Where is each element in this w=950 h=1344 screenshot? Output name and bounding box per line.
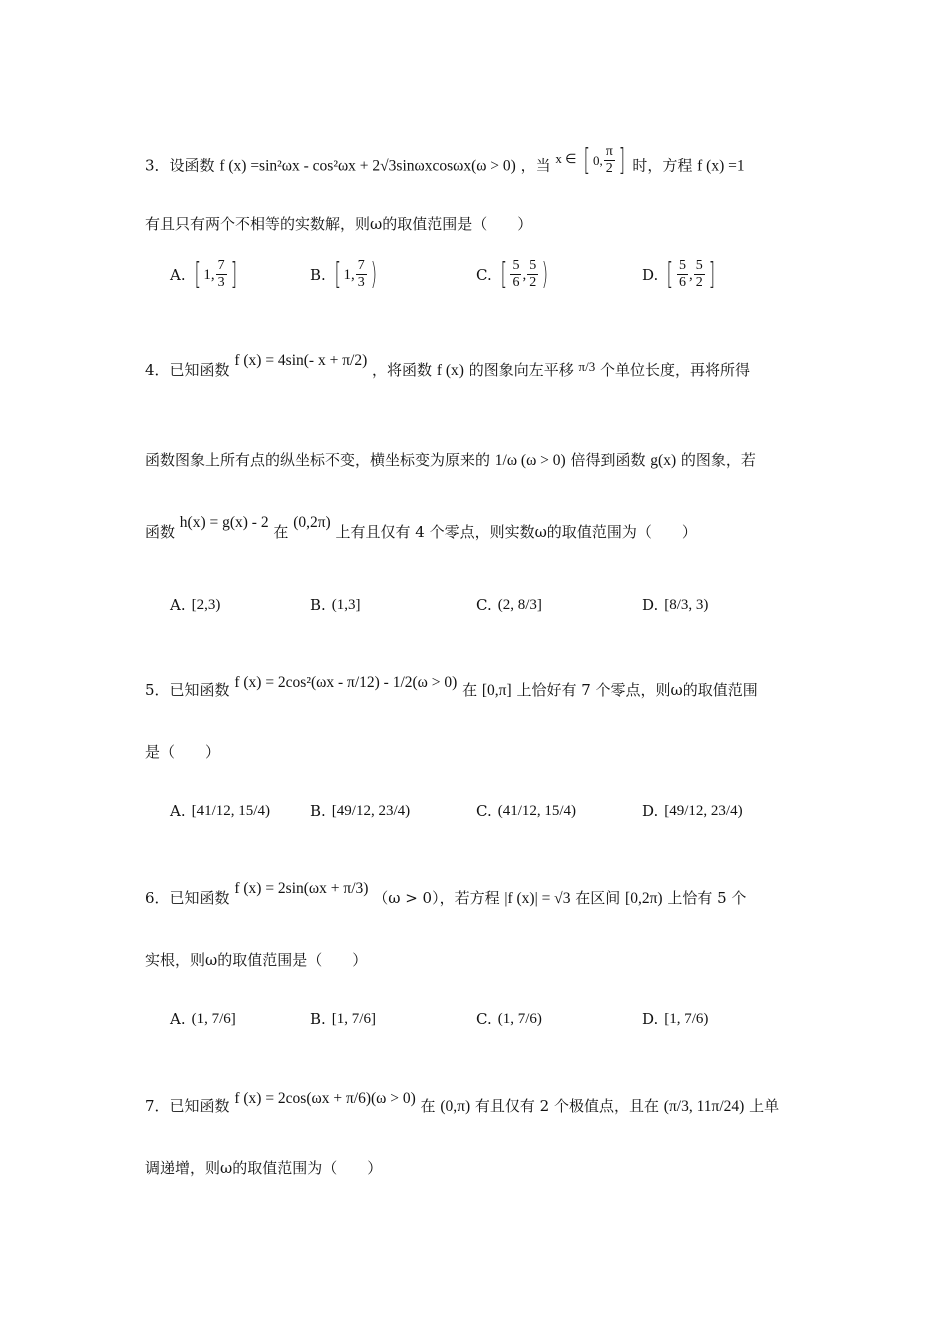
- q3-interval-start: 0,: [593, 152, 603, 168]
- q4-factor: 1/ω (ω > 0): [494, 452, 566, 469]
- q4-line3: 函数 h(x) = g(x) - 2 在 (0,2π) 上有且仅有 4 个零点，则实数ω的取值范围为（ ）: [145, 514, 697, 541]
- q3-interval-end: $\frac{\pi}{2}$: [605, 144, 613, 176]
- q3-line2: 有且只有两个不相等的实数解，则ω的取值范围是（ ）: [145, 215, 533, 233]
- q6-line2: 实根，则ω的取值范围是（ ）: [145, 951, 368, 969]
- q6-equation: |f (x)| = √3: [504, 890, 571, 907]
- q7-line1: 7．已知函数 f (x) = 2cos(ωx + π/6)(ω > 0) 在 (0,π) 有且仅有 2 个极值点，且在 (π/3, 11π/24) 上单: [145, 1090, 780, 1115]
- q4-gx: g(x): [650, 452, 677, 469]
- q4-shift: π/3: [578, 359, 596, 374]
- q4-option-b[interactable]: B. (1,3]: [310, 596, 361, 614]
- q4-line1: 4．已知函数 f (x) = 4sin(- x + π/2) ，将函数 f (x) 的图象向左平移 π/3 个单位长度，再将所得: [145, 352, 751, 379]
- q5-option-c[interactable]: C. (41/12, 15/4): [476, 802, 577, 820]
- q6-option-d[interactable]: D. [1, 7/6): [642, 1010, 709, 1028]
- q3-line1: 3．设函数 f (x) =sin²ωx - cos²ωx + 2√3sinωxcosωx(ω > 0) ，当 x ∈ [ 0, $\frac{\pi}{2}$ ] 时，方程 f (x) =1: [145, 142, 745, 178]
- q5-option-a[interactable]: A. [41/12, 15/4): [170, 802, 270, 820]
- q6-option-a[interactable]: A. (1, 7/6]: [170, 1010, 236, 1028]
- q4-interval: (0,2π): [293, 514, 331, 531]
- q6-function: f (x) = 2sin(ωx + π/3): [234, 880, 369, 897]
- q7-line2: 调递增，则ω的取值范围为（ ）: [145, 1159, 383, 1177]
- q3-option-a[interactable]: A. [ 1, $\frac{7}{3}$ ]: [170, 256, 237, 292]
- q5-line1: 5．已知函数 f (x) = 2cos²(ωx - π/12) - 1/2(ω > 0) 在 [0,π] 上恰好有 7 个零点，则ω的取值范围: [145, 674, 758, 699]
- q4-option-a[interactable]: A. [2,3): [170, 596, 221, 614]
- q3-function: f (x) =sin²ωx - cos²ωx + 2√3sinωxcosωx(ω > 0): [219, 157, 516, 175]
- q4-option-d[interactable]: D. [8/3, 3): [642, 596, 709, 614]
- q6-option-c[interactable]: C. (1, 7/6): [476, 1010, 542, 1028]
- q3-when: ，当: [520, 156, 551, 175]
- q3-option-b[interactable]: B. [ 1, $\frac{7}{3}$ ): [310, 256, 377, 292]
- q3-prefix: 3．设函数: [145, 156, 215, 175]
- q7-interval2: (π/3, 11π/24): [663, 1098, 745, 1115]
- q6-line1: 6．已知函数 f (x) = 2sin(ωx + π/3) （ω > 0），若方程 |f (x)| = √3 在区间 [0,2π) 上恰有 5 个: [145, 880, 747, 907]
- q5-line2: 是（ ）: [145, 743, 221, 761]
- q4-h: h(x) = g(x) - 2: [179, 514, 269, 531]
- q4-option-c[interactable]: C. (2, 8/3]: [476, 596, 542, 614]
- q4-function: f (x) = 4sin(- x + π/2): [234, 352, 368, 369]
- q3-condition: x ∈: [555, 150, 577, 166]
- q6-interval: [0,2π): [625, 890, 663, 907]
- q3-suffix: 时，方程: [632, 156, 693, 175]
- q3-equation: f (x) =1: [697, 157, 745, 175]
- q4-prefix: 4．已知函数: [145, 361, 230, 379]
- q5-option-d[interactable]: D. [49/12, 23/4): [642, 802, 743, 820]
- q3-option-d[interactable]: D. [ $\frac{5}{6}$ , $\frac{5}{2}$ ]: [642, 256, 715, 292]
- q5-option-b[interactable]: B. [49/12, 23/4): [310, 802, 411, 820]
- q5-function: f (x) = 2cos²(ωx - π/12) - 1/2(ω > 0): [234, 674, 458, 691]
- q6-option-b[interactable]: B. [1, 7/6]: [310, 1010, 376, 1028]
- q4-line2: 函数图象上所有点的纵坐标不变，横坐标变为原来的 1/ω (ω > 0) 倍得到函数 g(x) 的图象，若: [145, 451, 756, 469]
- q7-interval: (0,π): [440, 1098, 471, 1115]
- q4-fx: f (x): [436, 362, 464, 379]
- q7-function: f (x) = 2cos(ωx + π/6)(ω > 0): [234, 1090, 416, 1107]
- q5-interval: [0,π]: [481, 682, 512, 699]
- q3-option-c[interactable]: C. [ $\frac{5}{6}$ , $\frac{5}{2}$ ): [476, 256, 549, 292]
